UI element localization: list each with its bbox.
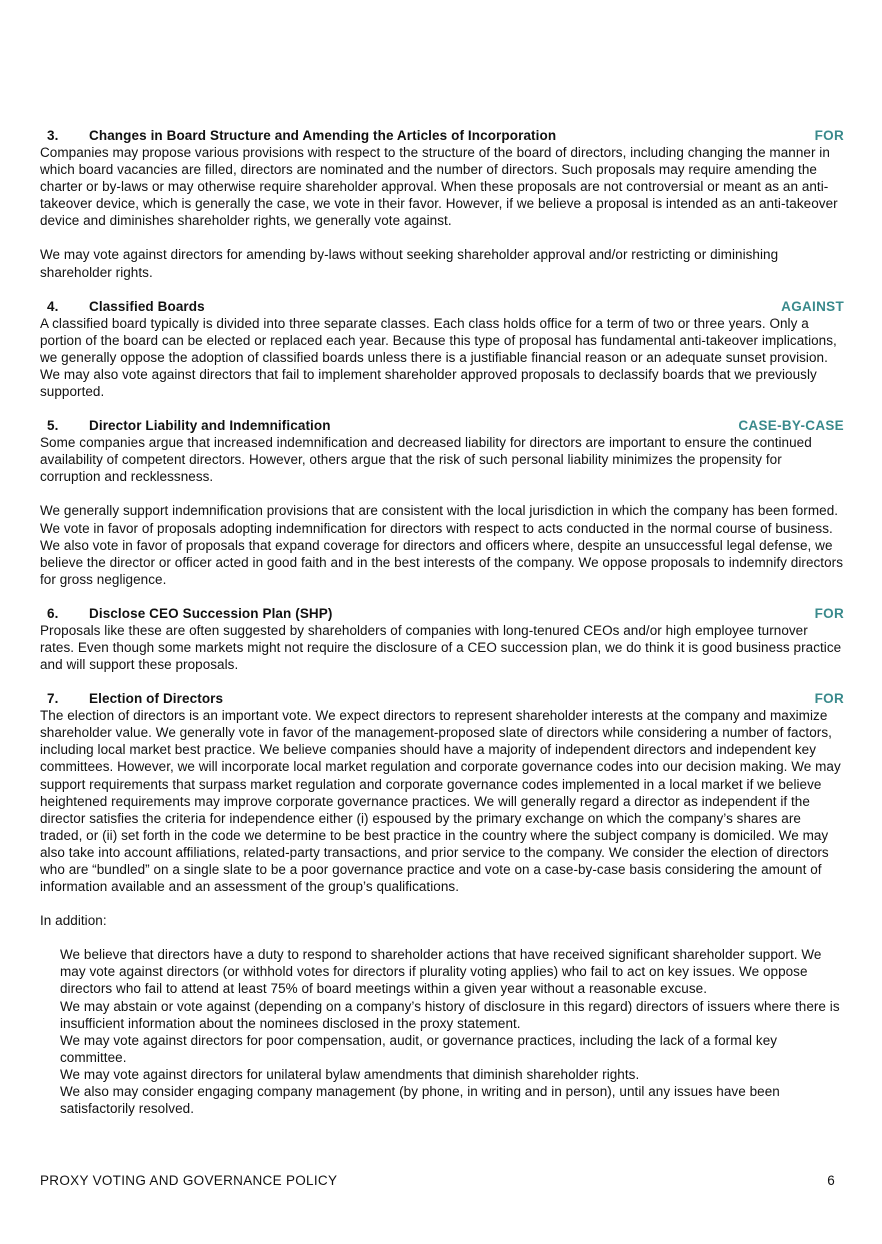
paragraph: Proposals like these are often suggested by shareholders of companies with long-tenured CEOs and/or high employee turnover rates. Even though some markets might not require the disclosure of a CEO succession plan, we do think it is good business practice and will support these proposals.	[40, 622, 842, 673]
list-item: We also may consider engaging company management (by phone, in writing and in person), until any issues have been satisfactorily resolved.	[60, 1084, 780, 1117]
section-title: Changes in Board Structure and Amending the Articles of Incorporation	[89, 128, 557, 143]
footer-title: PROXY VOTING AND GOVERNANCE POLICY	[40, 1173, 338, 1188]
list-item: We may vote against directors for unilateral bylaw amendments that diminish shareholder rights.	[60, 1066, 640, 1082]
list-item: We may vote against directors for poor compensation, audit, or governance practices, including the lack of a formal key committee.	[60, 1032, 778, 1065]
paragraph: Some companies argue that increased indemnification and decreased liability for directors are important to ensure the continued availability of competent directors. However, others argue that the risk of such personal liability minimizes the propensity for corruption and recklessness.	[40, 435, 812, 485]
list-item: We believe that directors have a duty to respond to shareholder actions that have received significant shareholder support. We may vote against directors (or withhold votes for directors if plurality voting applies) who fail to act on key issues. We oppose directors who fail to attend at least 75% of board meetings within a given year without a reasonable excuse.	[60, 947, 822, 997]
vote-recommendation: AGAINST	[781, 298, 844, 314]
section-number: 7.	[47, 691, 59, 707]
section-title: Director Liability and Indemnification	[89, 418, 331, 434]
paragraph: We generally support indemnification provisions that are consistent with the local jurisdiction in which the company has been formed. We vote in favor of proposals adopting indemnification for directors with respect to acts conducted in the normal course of business. We also vote in favor of proposals that expand coverage for directors and officers where, despite an unsuccessful legal defense, we believe the director or officer acted in good faith and in the best interests of the company. We oppose proposals to indemnify directors for gross negligence.	[40, 503, 844, 587]
document-body	[40, 127, 844, 1117]
bullet-list	[40, 946, 844, 1117]
vote-recommendation: FOR	[814, 691, 844, 707]
section-title: Classified Boards	[89, 298, 205, 314]
vote-recommendation: CASE-BY-CASE	[738, 418, 844, 434]
page-number: 6	[827, 1173, 835, 1188]
section-title: Disclose CEO Succession Plan (SHP)	[89, 605, 333, 621]
section-heading-7	[40, 690, 844, 707]
section-heading-6	[40, 605, 844, 622]
section-number: 4.	[47, 298, 59, 314]
paragraph: A classified board typically is divided into three separate classes. Each class holds office for a term of two or three years. Only a portion of the board can be elected or replaced each year. Because this type of proposal has fundamental anti-takeover implications, we generally oppose the adoption of classified boards unless there is a justifiable financial reason or an adequate sunset provision. We may also vote against directors that fail to implement shareholder approved proposals to declassify boards that we previously supported.	[40, 315, 837, 400]
page-footer	[40, 1172, 835, 1189]
section-number: 5.	[47, 418, 59, 434]
vote-recommendation: FOR	[814, 128, 844, 143]
section-title: Election of Directors	[89, 691, 224, 707]
paragraph: We may vote against directors for amending by-laws without seeking shareholder approval and/or restricting or diminishing shareholder rights.	[40, 247, 779, 280]
section-number: 6.	[47, 605, 59, 621]
list-item: We may abstain or vote against (depending on a company’s history of disclosure in this regard) directors of issuers where there is insufficient information about the nominees disclosed in the proxy statement.	[60, 998, 840, 1031]
section-number: 3.	[47, 128, 59, 143]
paragraph: Companies may propose various provisions with respect to the structure of the board of directors, including changing the manner in which board vacancies are filled, directors are nominated and the number of directors. Such proposals may require amending the charter or by-laws or may otherwise require shareholder approval. When these proposals are not controversial or meant as an anti-takeover device, which is generally the case, we vote in their favor. However, if we believe a proposal is intended as an anti-takeover device and diminishes shareholder rights, we generally vote against.	[40, 145, 838, 229]
paragraph: The election of directors is an important vote. We expect directors to represent shareholder interests at the company and maximize shareholder value. We generally vote in favor of the management-proposed slate of directors while considering a number of factors, including local market best practice. We believe companies should have a majority of independent directors and independent key committees. However, we will incorporate local market regulation and corporate governance codes into our decision making. We may support requirements that surpass market regulation and corporate governance codes implemented in a local market if we believe heightened requirements may improve corporate governance practices. We will generally regard a director as independent if the director satisfies the criteria for independence either (i) espoused by the primary exchange on which the company’s shares are traded, or (ii) set forth in the code we determine to be best practice in the country where the subject company is domiciled. We may also take into account affiliations, related-party transactions, and prior service to the company. We consider the election of directors who are “bundled” on a single slate to be a poor governance practice and vote on a case-by-case basis considering the amount of information available and an assessment of the group’s qualifications.	[40, 708, 841, 895]
paragraph: In addition:	[40, 913, 107, 929]
vote-recommendation: FOR	[814, 605, 844, 621]
section-heading-3	[40, 127, 844, 144]
section-heading-5	[40, 417, 844, 434]
section-heading-4	[40, 298, 844, 315]
